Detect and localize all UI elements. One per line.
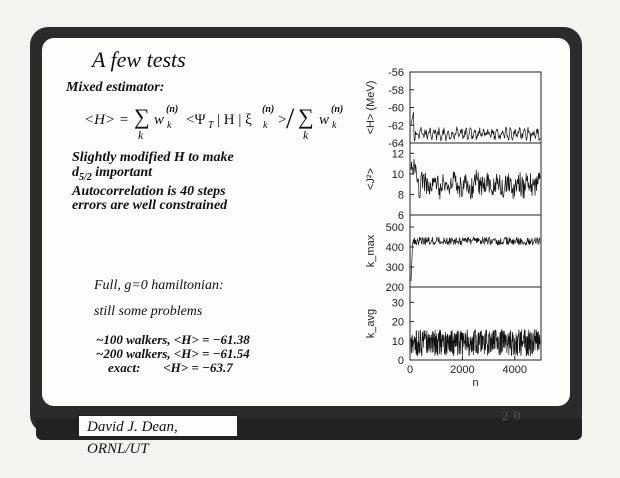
- plot-2-tick-label: 10: [391, 168, 404, 181]
- result-exact: exact: <H> = −63.7: [108, 360, 233, 375]
- mixed-estimator-label: Mixed estimator:: [66, 80, 165, 95]
- plot-3-tick-label: 200: [385, 282, 404, 294]
- problems-label: still some problems: [94, 304, 203, 319]
- note-important: important: [91, 165, 153, 180]
- plot-2-ylabel: <J²>: [365, 167, 377, 191]
- plot-1-tick-label: -58: [388, 84, 404, 97]
- mixed-estimator-equation: [82, 98, 342, 146]
- plot-4-tick-label: 30: [391, 297, 404, 310]
- eq-w: w: [154, 112, 165, 128]
- eq-xi-sup: (n): [262, 104, 275, 115]
- plot-4-ylabel: k_avg: [365, 308, 377, 339]
- note-line-3: Autocorrelation is 40 steps: [72, 184, 226, 199]
- note-line-2: [72, 165, 152, 185]
- plot-3-tick-label: 500: [385, 222, 404, 234]
- slide-title: A few tests: [92, 47, 186, 72]
- eq-w2-sup: (n): [331, 104, 344, 115]
- plot-1-tick-label: -56: [388, 67, 404, 79]
- plot-4-tick-label: 10: [391, 335, 404, 348]
- result-100-walkers: ~100 walkers, <H> = −61.38: [96, 332, 250, 347]
- plot-1-tick-label: -62: [388, 120, 404, 133]
- eq-sum-1-index: k: [138, 128, 144, 142]
- plot-3-ylabel: k_max: [365, 234, 377, 268]
- plot-2-tick-label: 12: [391, 148, 404, 161]
- plot-2-tick-label: 8: [397, 189, 404, 202]
- plot-3-tick-label: 300: [385, 262, 404, 274]
- x-tick-label: 4000: [502, 364, 528, 376]
- note-line-1: Slightly modified H to make: [72, 150, 234, 165]
- plot-1-ylabel: <H> (MeV): [365, 80, 377, 135]
- footer-author: David J. Dean, ORNL/UT: [78, 415, 238, 437]
- x-tick-label: 2000: [450, 364, 475, 376]
- eq-ket: >: [278, 112, 287, 128]
- note-d: d: [72, 165, 79, 180]
- plot-4-tick-label: 0: [397, 355, 404, 367]
- eq-sum-2: ∑: [298, 104, 314, 129]
- eq-bra-sub: T: [208, 120, 214, 131]
- note-d-sub: 5/2: [79, 171, 92, 183]
- eq-w-sub: k: [167, 120, 172, 131]
- plot-2-tick-label: 6: [397, 210, 404, 222]
- x-tick-label: 0: [406, 364, 414, 376]
- eq-xi-sub: k: [263, 120, 268, 131]
- x-axis-label: n: [472, 377, 479, 389]
- eq-lhs: <H> =: [84, 112, 129, 128]
- page-number: 2 0: [502, 408, 522, 423]
- eq-sum-1: ∑: [134, 104, 150, 129]
- plot-3-tick-label: 400: [385, 242, 404, 254]
- result-200-walkers: ~200 walkers, <H> = −61.54: [96, 346, 250, 361]
- eq-mid: | H | ξ: [217, 112, 252, 128]
- plot-1-tick-label: -60: [388, 102, 404, 115]
- note-line-4: errors are well constrained: [72, 198, 228, 213]
- eq-sum-2-index: k: [303, 128, 309, 142]
- plot-1-tick-label: -64: [388, 138, 404, 150]
- eq-w-sup: (n): [166, 104, 179, 115]
- full-hamiltonian-label: Full, g=0 hamiltonian:: [94, 278, 224, 293]
- eq-w2: w: [319, 112, 330, 128]
- plot-4-tick-label: 20: [391, 316, 404, 329]
- eq-slash: /: [286, 102, 295, 135]
- eq-w2-sub: k: [332, 120, 337, 131]
- eq-bra: <Ψ: [186, 112, 206, 128]
